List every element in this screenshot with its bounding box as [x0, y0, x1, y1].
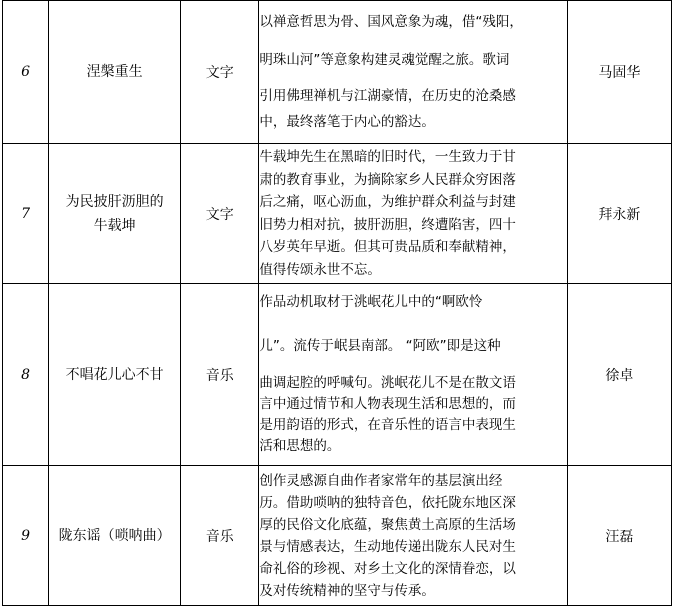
work-title: 陇东谣（唢呐曲） — [49, 466, 181, 606]
work-description — [259, 466, 567, 606]
description-line: 作品动机取材于洮岷花儿中的“啊欧怜 — [259, 294, 483, 310]
description-line: 后之痛，呕心沥血，为维护群众利益与封建 — [259, 194, 516, 210]
work-title-line: 为民披肝沥胆的 — [65, 193, 164, 210]
author-name: 拜永新 — [567, 144, 671, 284]
row-number: 6 — [3, 1, 49, 144]
description-line: 肃的教育事业，为摘除家乡人民群众穷困落 — [259, 171, 516, 188]
work-type: 音乐 — [181, 284, 259, 466]
description-line: 旧势力相对抗，披肝沥胆，终遭陷害，四十 — [259, 216, 516, 233]
description-line: 明珠山河”等意象构建灵魂觉醒之旅。歌词 — [259, 52, 510, 68]
description-line: 及对传统精神的坚守与传承。 — [259, 582, 435, 599]
description-line: 值得传颂永世不忘。 — [259, 261, 381, 278]
description-line: 创作灵感源自曲作者家常年的基层演出经 — [259, 472, 503, 489]
work-description — [259, 144, 567, 284]
description-line: 牛载坤先生在黑暗的旧时代，一生致力于甘 — [259, 149, 516, 165]
description-line: 以禅意哲思为骨、国风意象为魂，借“残阳， — [259, 14, 523, 30]
description-line: 八岁英年早逝。但其可贵品质和奉献精神， — [259, 239, 516, 255]
table-row — [3, 284, 672, 466]
description-line: 引用佛理禅机与江湖豪情，在历史的沧桑感 — [259, 88, 516, 104]
work-title-line: 牛载坤 — [93, 217, 136, 234]
works-table — [2, 0, 672, 606]
row-number: 7 — [3, 144, 49, 284]
work-description — [259, 1, 567, 144]
author-name: 徐卓 — [567, 284, 671, 466]
author-name: 马固华 — [567, 1, 671, 144]
work-title: 不唱花儿心不甘 — [49, 284, 181, 466]
work-type: 音乐 — [181, 466, 259, 606]
description-line: 中，最终落笔于内心的豁达。 — [259, 114, 435, 130]
row-number: 8 — [3, 284, 49, 466]
description-line: 言中通过情节和人物表现生活和思想的，而 — [259, 396, 516, 412]
row-number: 9 — [3, 466, 49, 606]
work-type: 文字 — [181, 1, 259, 144]
description-line: 历。借助唢呐的独特音色，依托陇东地区深 — [259, 494, 516, 511]
description-line: 厚的民俗文化底蕴，聚焦黄土高原的生活场 — [259, 516, 516, 533]
description-line: 曲调起腔的呼喊句。洮岷花儿不是在散文语 — [259, 375, 516, 391]
description-line: 是用韵语的形式，在音乐性的语言中表现生 — [259, 417, 516, 433]
work-description — [259, 284, 567, 466]
table-row — [3, 466, 672, 606]
description-line: 景与情感表达，生动地传递出陇东人民对生 — [259, 538, 516, 555]
author-name: 汪磊 — [567, 466, 671, 606]
description-line: 命礼俗的珍视、对乡土文化的深情眷恋，以 — [259, 560, 516, 577]
work-title — [49, 144, 181, 284]
description-line: 活和思想的。 — [259, 438, 341, 454]
table-row — [3, 1, 672, 144]
work-type: 文字 — [181, 144, 259, 284]
work-title: 涅槃重生 — [49, 1, 181, 144]
description-line: 儿”。流传于岷县南部。 “阿欧”即是这种 — [259, 338, 501, 354]
table-row — [3, 144, 672, 284]
